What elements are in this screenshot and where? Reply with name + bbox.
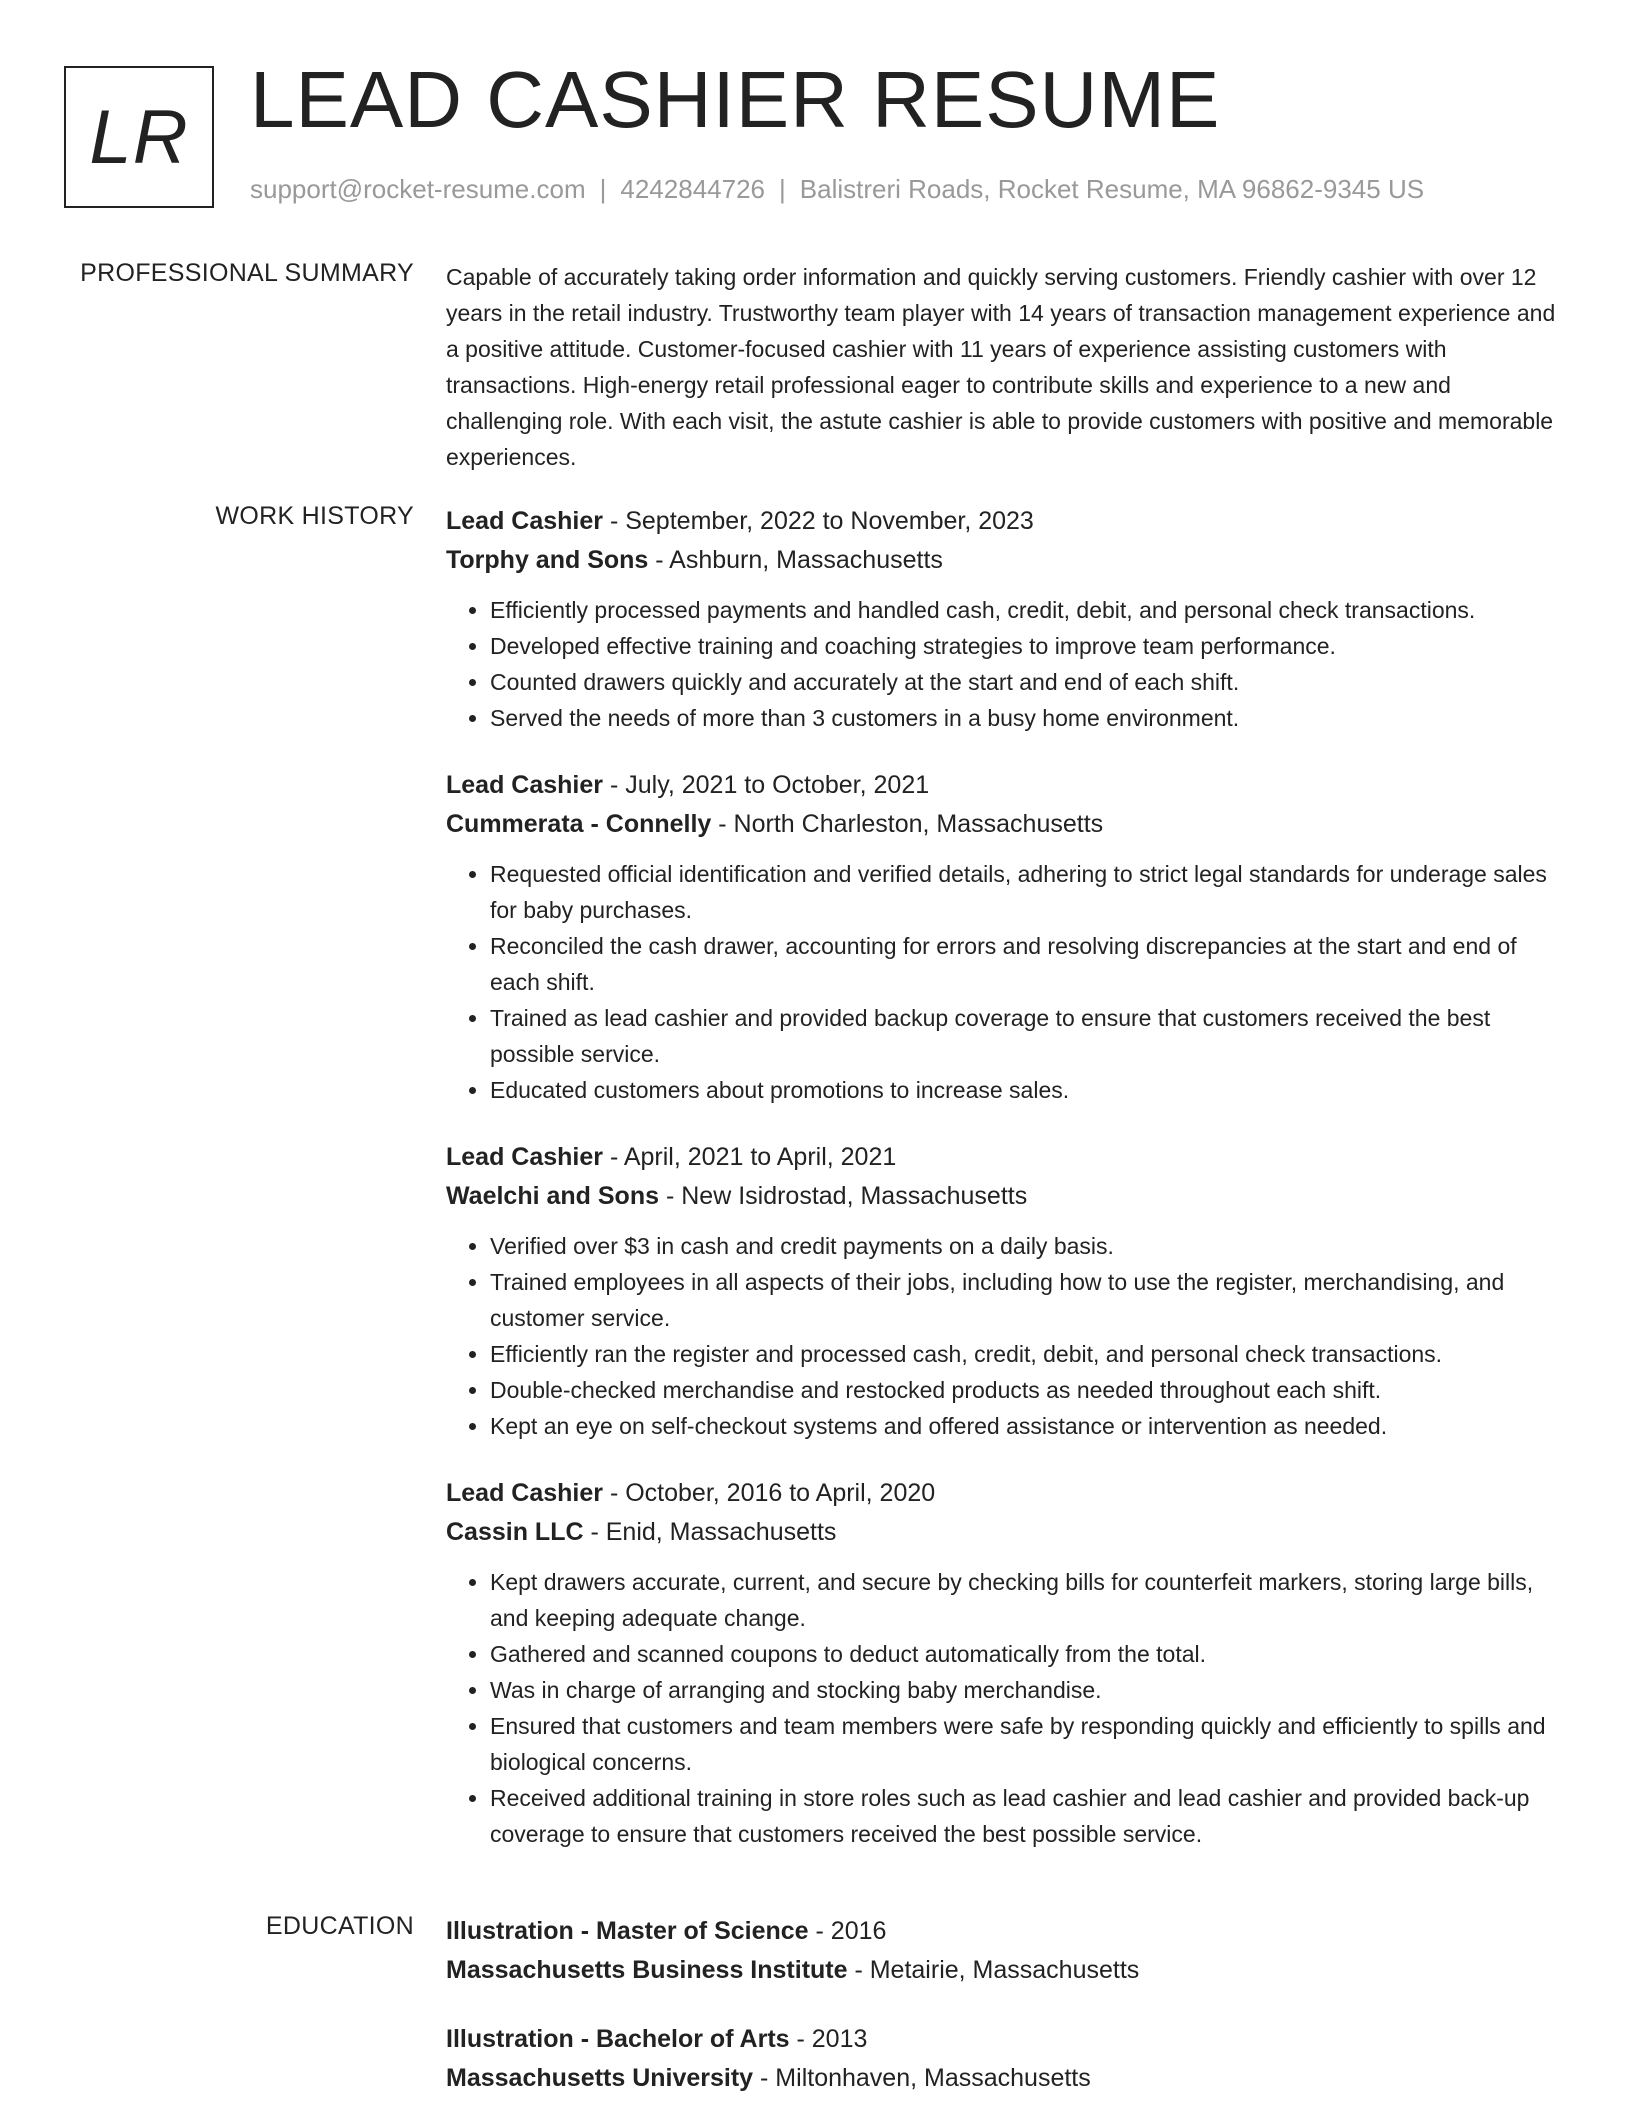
monogram-logo: LR (64, 66, 214, 208)
job-company-line (446, 1513, 1571, 1552)
job-bullet: • Gathered and scanned coupons to deduct automatically from the total. (490, 1636, 1571, 1672)
job-location: - New Isidrostad, Massachusetts (659, 1182, 1028, 1210)
contact-address: Balistreri Roads, Rocket Resume, MA 96862-9345 US (799, 174, 1425, 204)
job-company: Cassin LLC (446, 1518, 584, 1546)
education-degree: Illustration - Master of Science (446, 1917, 809, 1945)
job-title: Lead Cashier (446, 507, 604, 535)
job-bullets (446, 592, 1571, 736)
job-company-line (446, 541, 1571, 580)
education-school: Massachusetts Business Institute (446, 1956, 848, 1984)
education-location: - Metairie, Massachusetts (847, 1956, 1140, 1984)
section-label-work-history: WORK HISTORY (215, 502, 414, 530)
job-title: Lead Cashier (446, 771, 604, 799)
job-entry (446, 1138, 1571, 1444)
education-school-line (446, 1951, 1571, 1990)
job-location: - Ashburn, Massachusetts (648, 546, 943, 574)
job-bullet: • Reconciled the cash drawer, accounting for errors and resolving discrepancies at the start and end of each shift. (490, 928, 1571, 1000)
job-bullet: • Kept an eye on self-checkout systems and offered assistance or intervention as needed. (490, 1408, 1571, 1444)
job-bullet: • Verified over $3 in cash and credit payments on a daily basis. (490, 1228, 1571, 1264)
job-title-line (446, 1474, 1571, 1513)
contact-phone[interactable]: 4242844726 (620, 174, 765, 204)
job-company: Torphy and Sons (446, 546, 649, 574)
job-bullet: • Developed effective training and coaching strategies to improve team performance. (490, 628, 1571, 664)
contact-separator: | (779, 174, 786, 204)
job-title: Lead Cashier (446, 1143, 604, 1171)
job-company-line (446, 1177, 1571, 1216)
job-bullets (446, 856, 1571, 1108)
education-body (446, 1912, 1571, 2128)
job-bullet: • Efficiently ran the register and processed cash, credit, debit, and personal check transactions. (490, 1336, 1571, 1372)
summary-text: Capable of accurately taking order information and quickly serving customers. Friendly cashier with over 12 years in the retail industry. Trustworthy team player with 14 years of transaction management experience and a positive attitude. Customer-focused cashier with 11 years of experience assisting customers with transactions. High-energy retail professional eager to contribute skills and experience to a new and challenging role. With each visit, the astute cashier is able to provide customers with positive and memorable experiences. (446, 264, 1556, 470)
job-company-line (446, 805, 1571, 844)
education-school-line (446, 2059, 1571, 2098)
job-location: - North Charleston, Massachusetts (711, 810, 1104, 838)
job-dates: - October, 2016 to April, 2020 (603, 1479, 936, 1507)
job-bullets (446, 1228, 1571, 1444)
job-dates: - September, 2022 to November, 2023 (603, 507, 1034, 535)
job-bullet: • Trained employees in all aspects of their jobs, including how to use the register, merchandising, and customer service. (490, 1264, 1571, 1336)
education-location: - Miltonhaven, Massachusetts (753, 2064, 1091, 2092)
job-company: Waelchi and Sons (446, 1182, 660, 1210)
job-bullet: • Was in charge of arranging and stocking baby merchandise. (490, 1672, 1571, 1708)
education-year: - 2013 (789, 2025, 868, 2053)
job-entry (446, 766, 1571, 1108)
job-dates: - July, 2021 to October, 2021 (603, 771, 930, 799)
job-bullet: • Counted drawers quickly and accurately at the start and end of each shift. (490, 664, 1571, 700)
section-label-summary: PROFESSIONAL SUMMARY (80, 259, 414, 287)
job-bullet: • Received additional training in store roles such as lead cashier and lead cashier and provided back-up coverage to ensure that customers received the best possible service. (490, 1780, 1571, 1852)
job-bullet: • Efficiently processed payments and handled cash, credit, debit, and personal check transactions. (490, 592, 1571, 628)
job-title: Lead Cashier (446, 1479, 604, 1507)
job-bullet: • Requested official identification and verified details, adhering to strict legal standards for underage sales for baby purchases. (490, 856, 1571, 928)
education-year: - 2016 (808, 1917, 887, 1945)
job-dates: - April, 2021 to April, 2021 (603, 1143, 897, 1171)
contact-line (250, 174, 1424, 205)
job-bullet: • Educated customers about promotions to increase sales. (490, 1072, 1571, 1108)
job-bullet: • Served the needs of more than 3 customers in a busy home environment. (490, 700, 1571, 736)
job-entry (446, 502, 1571, 736)
education-entry (446, 2020, 1571, 2098)
job-bullet: • Kept drawers accurate, current, and secure by checking bills for counterfeit markers, storing large bills, and keeping adequate change. (490, 1564, 1571, 1636)
education-school: Massachusetts University (446, 2064, 754, 2092)
job-bullet: • Ensured that customers and team members were safe by responding quickly and efficiently to spills and biological concerns. (490, 1708, 1571, 1780)
section-label-education: EDUCATION (265, 1912, 414, 1940)
contact-email[interactable]: support@rocket-resume.com (250, 174, 586, 204)
job-bullet: • Trained as lead cashier and provided backup coverage to ensure that customers received the best possible service. (490, 1000, 1571, 1072)
education-degree-line (446, 2020, 1571, 2059)
job-title-line (446, 1138, 1571, 1177)
job-title-line (446, 766, 1571, 805)
job-bullets (446, 1564, 1571, 1852)
contact-separator: | (599, 174, 607, 204)
education-entry (446, 1912, 1571, 1990)
summary-body (446, 259, 1571, 475)
education-degree: Illustration - Bachelor of Arts (446, 2025, 790, 2053)
job-company: Cummerata - Connelly (446, 810, 712, 838)
education-degree-line (446, 1912, 1571, 1951)
resume-title: LEAD CASHIER RESUME (250, 55, 1221, 144)
work-history-body (446, 502, 1571, 1882)
job-entry (446, 1474, 1571, 1852)
job-title-line (446, 502, 1571, 541)
job-location: - Enid, Massachusetts (583, 1518, 837, 1546)
job-bullet: • Double-checked merchandise and restocked products as needed throughout each shift. (490, 1372, 1571, 1408)
